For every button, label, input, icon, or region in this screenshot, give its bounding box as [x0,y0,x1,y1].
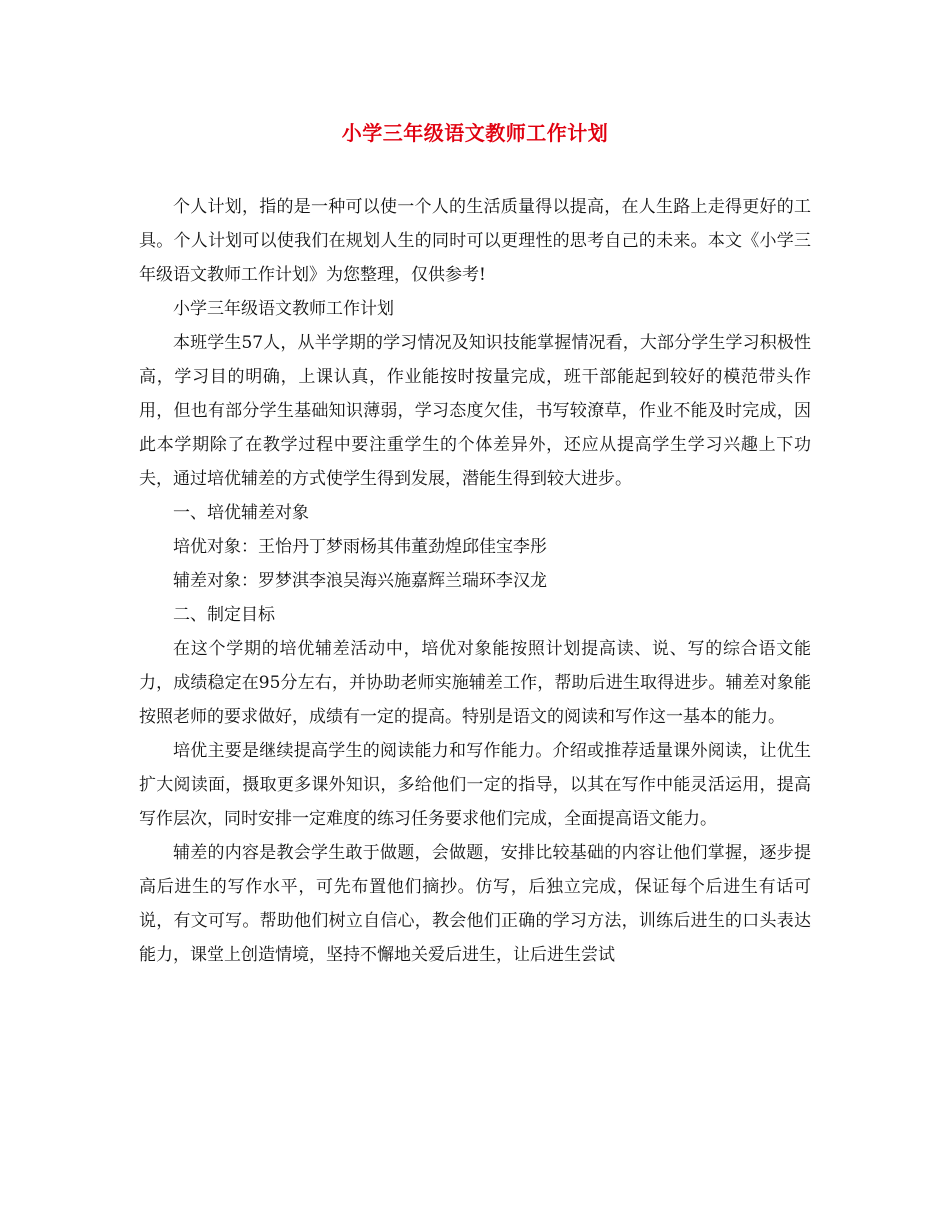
paragraph-subtitle: 小学三年级语文教师工作计划 [173,299,394,319]
paragraph-struggling-students: 辅差对象：罗梦淇李浪吴海兴施嘉辉兰瑞环李汉龙 [173,571,547,591]
paragraph-intro: 个人计划，指的是一种可以使一个人的生活质量得以提高，在人生路上走得更好的工具。个人计划可以使我们在规划人生的同时可以更理性的思考自己的未来。本文《小学三年级语文教师工作计划》为您整理，仅供参考! [139,197,811,285]
section-heading-targets: 一、培优辅差对象 [173,503,309,523]
paragraph-goals: 在这个学期的培优辅差活动中，培优对象能按照计划提高读、说、写的综合语文能力，成绩稳定在95分左右，并协助老师实施辅差工作，帮助后进生取得进步。辅差对象能按照老师的要求做好，成绩有一定的提高。特别是语文的阅读和写作这一基本的能力。 [139,639,811,727]
paragraph-class-overview: 本班学生57人，从半学期的学习情况及知识技能掌握情况看，大部分学生学习积极性高，学习目的明确，上课认真，作业能按时按量完成，班干部能起到较好的模范带头作用，但也有部分学生基础知识薄弱，学习态度欠佳，书写较潦草，作业不能及时完成，因此本学期除了在教学过程中要注重学生的个体差异外，还应从提高学生学习兴趣上下功夫，通过培优辅差的方式使学生得到发展，潜能生得到较大进步。 [139,333,811,489]
document-title: 小学三年级语文教师工作计划 [341,121,609,145]
paragraph-excellent-students: 培优对象：王怡丹丁梦雨杨其伟董劲煌邱佳宝李彤 [173,537,547,557]
document-body [139,190,811,972]
paragraph-struggling-plan: 辅差的内容是教会学生敢于做题，会做题，安排比较基础的内容让他们掌握，逐步提高后进生的写作水平，可先布置他们摘抄。仿写，后独立完成，保证每个后进生有话可说，有文可写。帮助他们树立自信心，教会他们正确的学习方法，训练后进生的口头表达能力，课堂上创造情境，坚持不懈地关爱后进生，让后进生尝试 [139,843,811,965]
section-heading-goals: 二、制定目标 [173,605,275,625]
paragraph-excellent-plan: 培优主要是继续提高学生的阅读能力和写作能力。介绍或推荐适量课外阅读，让优生扩大阅读面，摄取更多课外知识，多给他们一定的指导，以其在写作中能灵活运用，提高写作层次，同时安排一定难度的练习任务要求他们完成，全面提高语文能力。 [139,741,811,829]
